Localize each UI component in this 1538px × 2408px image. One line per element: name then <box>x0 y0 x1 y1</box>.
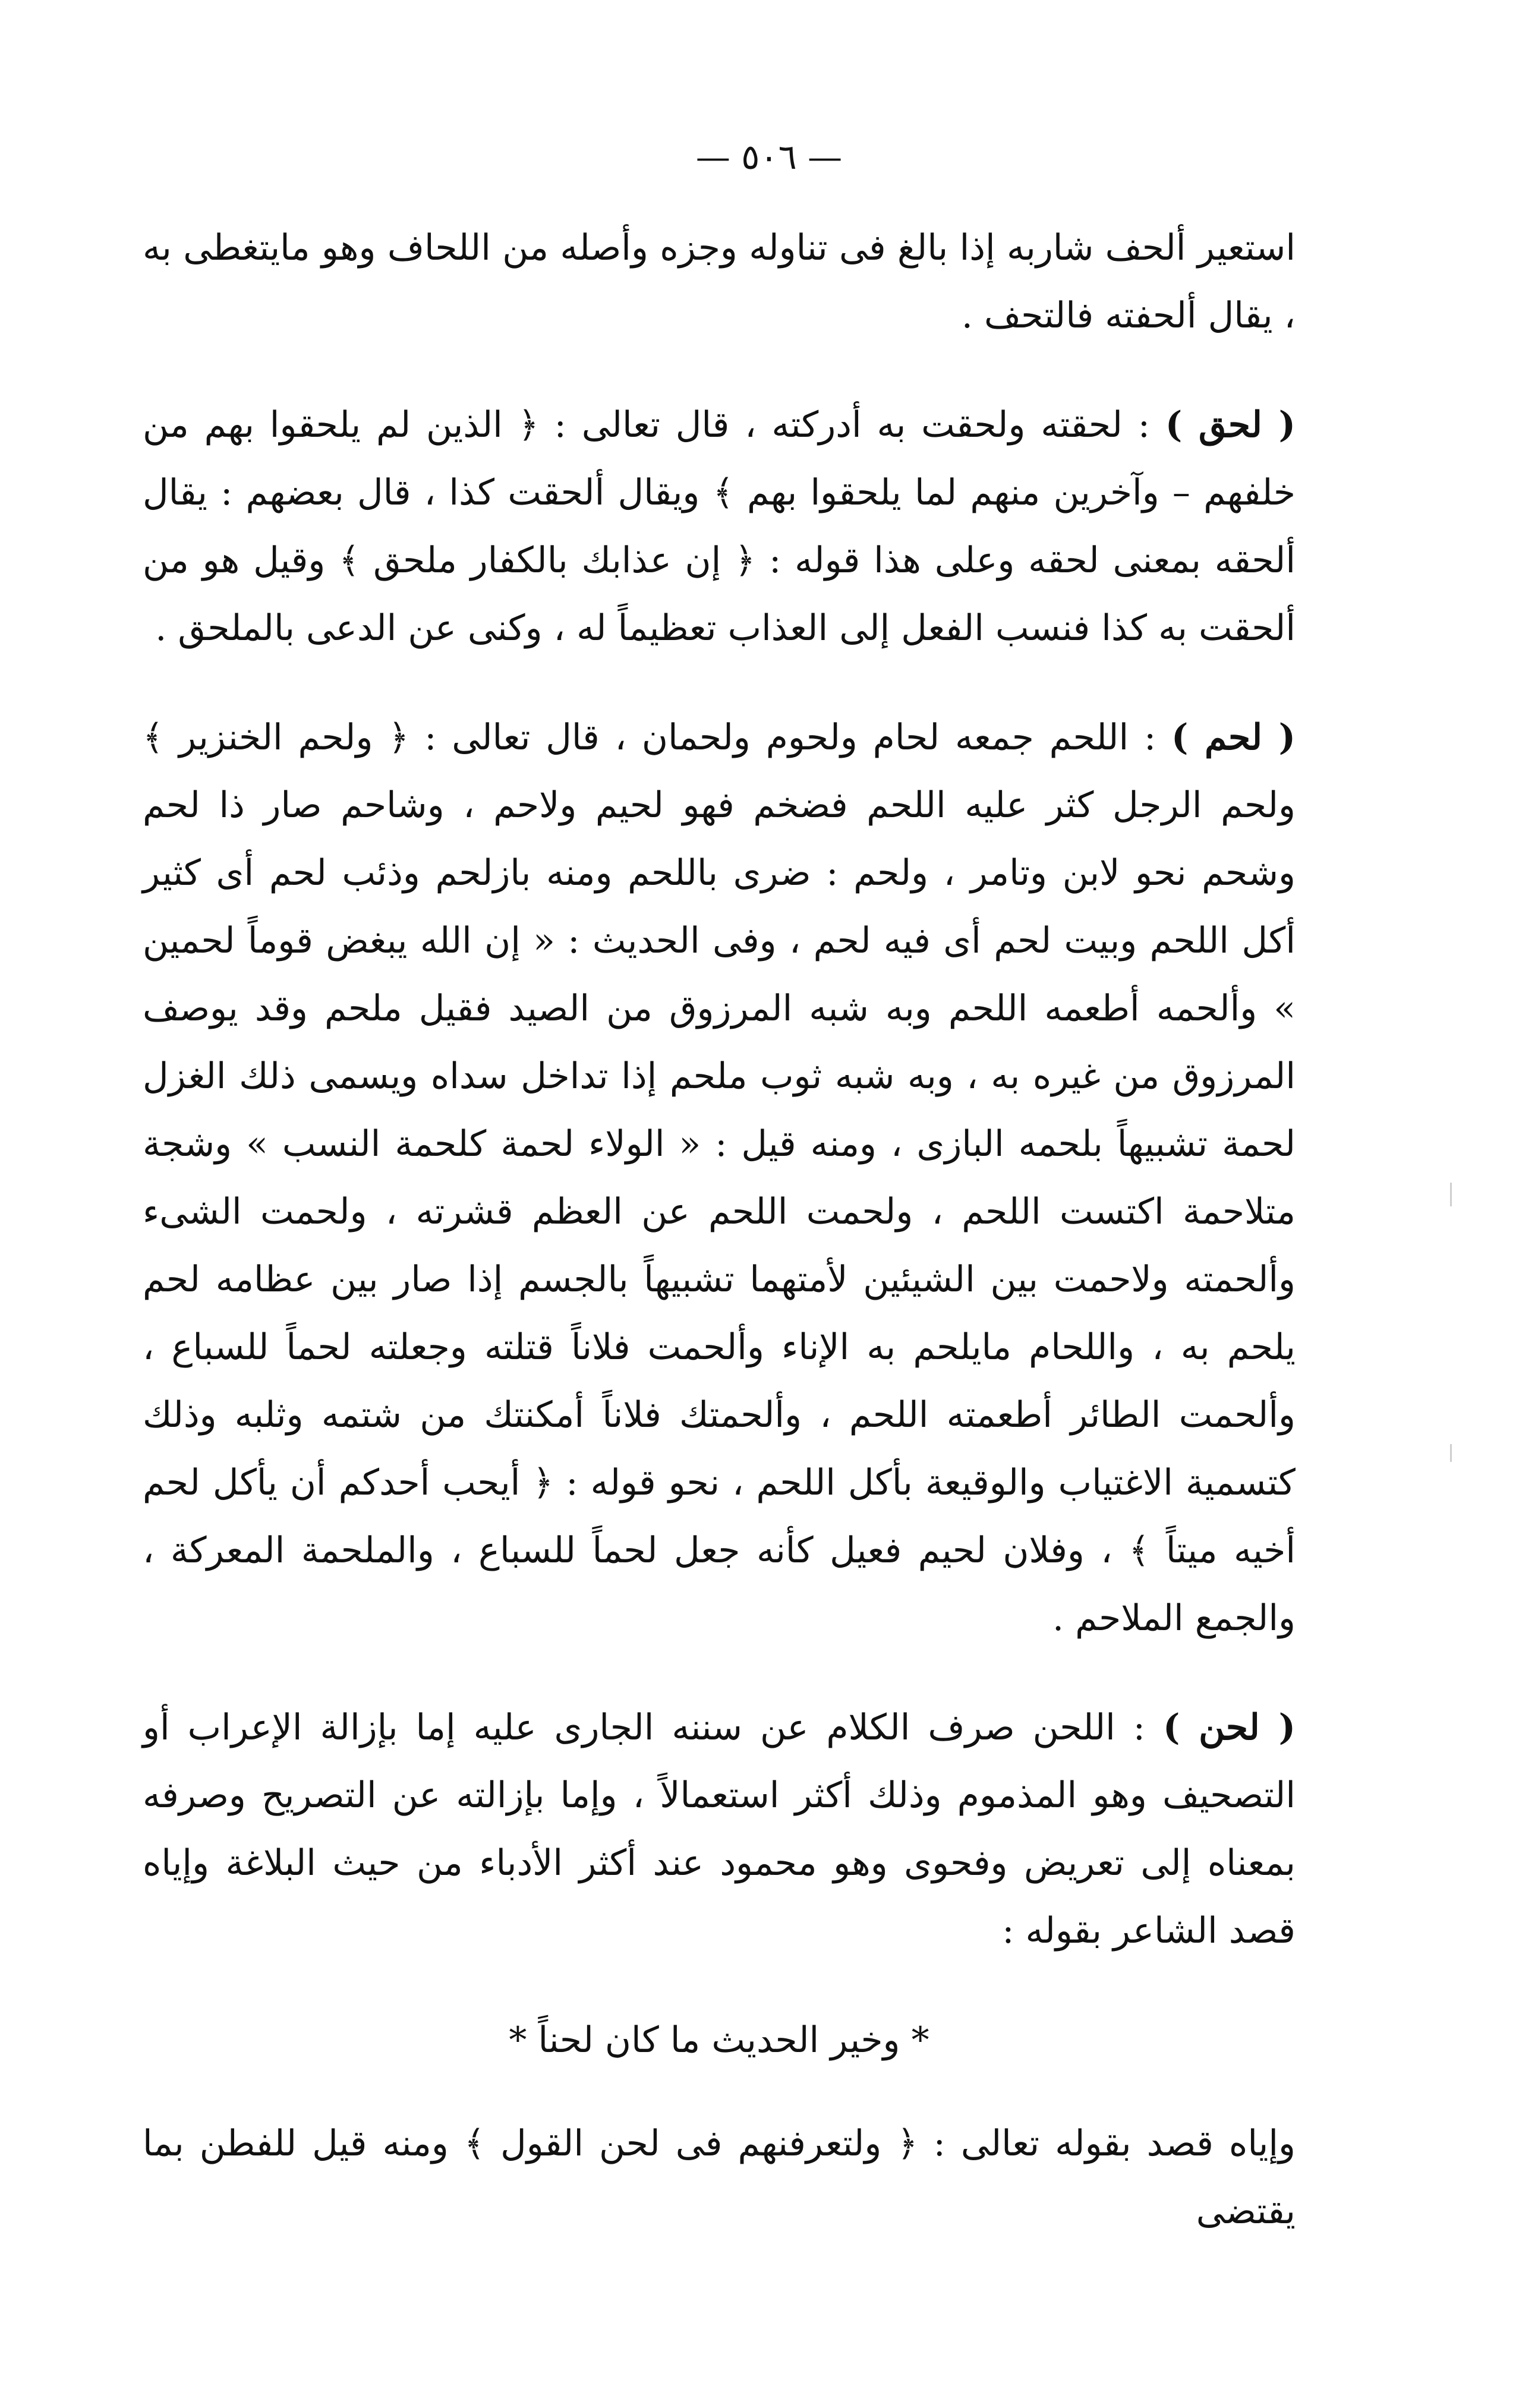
page-number: — ٥٠٦ — <box>695 137 843 177</box>
entry-lahm <box>143 704 1296 1652</box>
paragraph-text: وإياه قصد بقوله تعالى : ﴿ ولتعرفنهم فى لحن القول ﴾ ومنه قيل للفطن بما يقتضى <box>143 2123 1296 2232</box>
paragraph-text: استعير ألحف شاربه إذا بالغ فى تناوله وجزه وأصله من اللحاف وهو مايتغطى به ، يقال ألحفته فالتحف . <box>143 227 1296 336</box>
entry-headword: ( لحن ) <box>1162 1707 1296 1748</box>
scan-margin-mark <box>1450 1183 1452 1206</box>
entry-lahiq <box>143 391 1296 662</box>
entry-text: : اللحم جمعه لحام ولحوم ولحمان ، قال تعالى : ﴿ ولحم الخنزير ﴾ ولحم الرجل كثر عليه اللحم فضخم فهو لحيم ولاحم ، وشاحم صار ذا لحم وشحم نحو لابن وتامر ، ولحم : ضرى باللحم ومنه بازلحم وذئب لحم أى كثير أكل اللحم وبيت لحم أى فيه لحم ، وفى الحديث : « إن الله يبغض قوماً لحمين » وألحمه أطعمه اللحم وبه شبه المرزوق من الصيد فقيل ملحم وقد يوصف المرزوق من غيره به ، وبه شبه ثوب ملحم إذا تداخل سداه ويسمى ذلك الغزل لحمة تشبيهاً بلحمه البازى ، ومنه قيل : « الولاء لحمة كلحمة النسب » وشجة متلاحمة اكتست اللحم ، ولحمت اللحم عن العظم قشرته ، ولحمت الشىء وألحمته ولاحمت بين الشيئين لأمتهما تشبيهاً بالجسم إذا صار بين عظامه لحم يلحم به ، واللحام مايلحم به الإناء وألحمت فلاناً قتلته وجعلته لحماً للسباع ، وألحمت الطائر أطعمته اللحم ، وألحمتك فلاناً أمكنتك من شتمه وثلبه وذلك كتسمية الاغتياب والوقيعة بأكل اللحم ، نحو قوله : ﴿ أيحب أحدكم أن يأكل لحم أخيه ميتاً ﴾ ، وفلان لحيم فعيل كأنه جعل لحماً للسباع ، والملحمة المعركة ، والجمع الملاحم . <box>143 717 1296 1639</box>
scan-margin-mark <box>1450 1444 1452 1462</box>
paragraph-lahn-continuation <box>143 2110 1296 2245</box>
entry-text: : اللحن صرف الكلام عن سننه الجارى عليه إما بإزالة الإعراب أو التصحيف وهو المذموم وذلك أكثر استعمالاً ، وإما بإزالته عن التصريح وصرفه بمعناه إلى تعريض وفحوى وهو محمود عند أكثر الأدباء من حيث البلاغة وإياه قصد الشاعر بقوله : <box>143 1707 1296 1952</box>
entry-text: : لحقته ولحقت به أدركته ، قال تعالى : ﴿ الذين لم يلحقوا بهم من خلفهم – وآخرين منهم لما يلحقوا بهم ﴾ ويقال ألحقت كذا ، قال بعضهم : يقال ألحقه بمعنى لحقه وعلى هذا قوله : ﴿ إن عذابك بالكفار ملحق ﴾ وقيل هو من ألحقت به كذا فنسب الفعل إلى العذاب تعظيماً له ، وكنى عن الدعى بالملحق . <box>143 404 1296 649</box>
text-body <box>143 214 1296 2245</box>
paragraph-lahf-continuation <box>143 214 1296 349</box>
poetry-verse: * وخير الحديث ما كان لحناً * <box>509 2019 929 2061</box>
entry-lahn <box>143 1694 1296 1965</box>
entry-headword: ( لحق ) <box>1165 404 1296 446</box>
entry-headword: ( لحم ) <box>1171 717 1296 758</box>
